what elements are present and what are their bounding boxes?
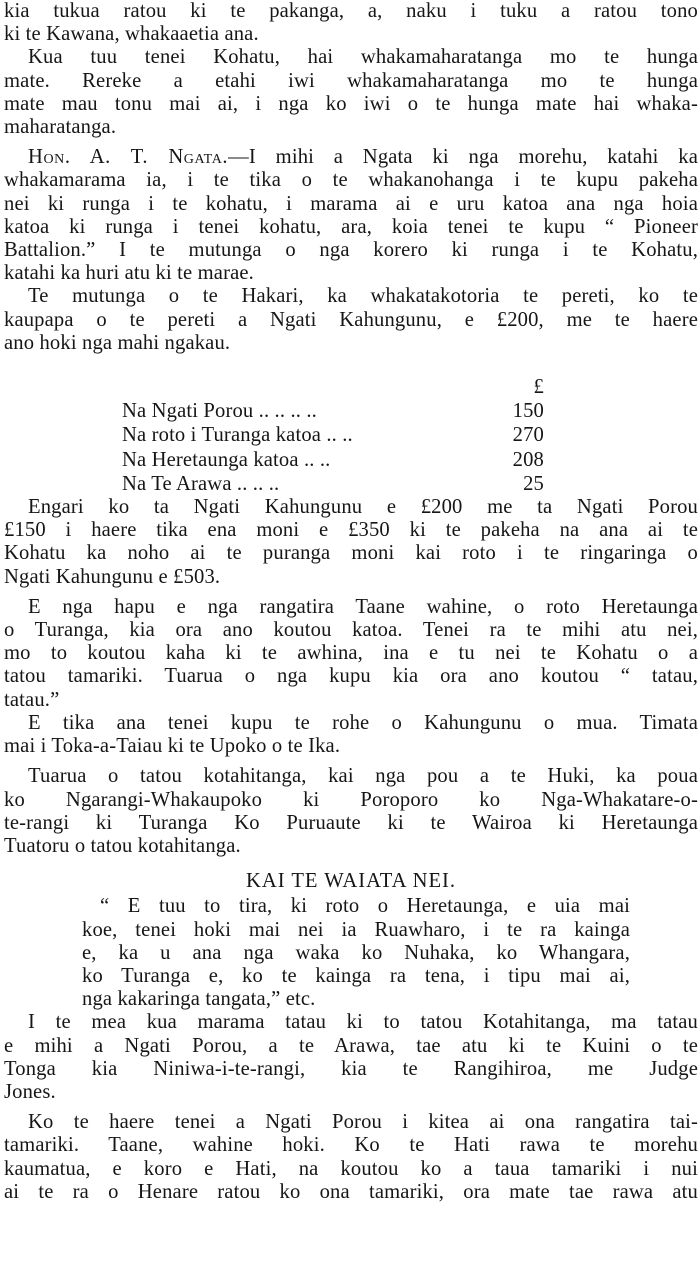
text-line: Tonga kia Niniwa-i-te-rangi, kia te Rangihiroa, me Judge [4,1057,698,1080]
contributor-name: Na Ngati Porou .. .. .. .. [122,400,317,423]
paragraph-tuarua [4,765,698,858]
contributor-name: Na Heretaunga katoa .. .. [122,448,331,471]
currency-symbol: £ [533,376,544,399]
verse-line: ko Turanga e, ko te kainga ra tena, i tipu mai ai, [82,964,630,987]
table-row [122,448,544,472]
speaker-name: Hon. A. T. Ngata. [28,146,229,169]
song-verse [82,895,630,1011]
text-line: ano hoki nga mahi ngakau. [4,331,231,354]
text-line: Te mutunga o te Hakari, ka whakatakotoria te pereti, ko te [28,285,698,308]
text-line: tatau.” [4,688,60,711]
paragraph-continuation [4,0,698,46]
verse-line: nga kakaringa tangata,” etc. [82,988,316,1011]
text-line: whakamarama ia, i te tika o te whakanohanga i te kupu pakeha [4,169,698,192]
text-line: E tika ana tenei kupu te rohe o Kahungunu o mua. Timata [28,711,698,734]
speech-opening: —I mihi a Ngata ki nga morehu, katahi ka [228,146,699,169]
text-line: E nga hapu e nga rangatira Taane wahine, o roto Heretaunga [28,595,698,618]
paragraph-kotahitanga [4,1011,698,1104]
paragraph-kohatu [4,46,698,139]
text-line: nei ki runga i te kohatu, i marama ai e uru katoa ana nga hoia [4,192,698,215]
text-line: Kohatu ka noho ai te puranga moni kai roto i te ringaringa o [4,542,698,565]
text-line: maharatanga. [4,116,117,139]
text-line: kaumatua, e koro e Hati, na koutou ko a taua tamariki i nui [4,1157,698,1180]
text-line: Ko te haere tenei a Ngati Porou i kitea ai ona rangatira tai- [28,1111,698,1134]
text-line: £150 i haere tika ena moni e £350 ki te pakeha na ana ai te [4,519,698,542]
verse-line: koe, tenei hoki mai nei ia Ruawharo, i te ra kainga [82,918,630,941]
table-row [122,423,544,447]
text-line: te-rangi ki Turanga Ko Puruaute ki te Wairoa ki Heretaunga [4,811,698,834]
paragraph-rohe [4,712,698,758]
text-line: katoa ki runga i tenei kohatu, ara, koia tenei te kupu “ Pioneer [4,215,698,238]
table-row [122,399,544,423]
text-line: o Turanga, kia ora ano koutou katoa. Tenei ra te mihi atu nei, [4,619,698,642]
text-line: mai i Toka-a-Taiau ki te Upoko o te Ika. [4,735,341,758]
text-line: Tuarua o tatou kotahitanga, kai nga pou a te Huki, ka poua [28,765,698,788]
paragraph-engari [4,496,698,589]
contribution-amount: 150 [512,400,544,423]
text-line: tamariki. Taane, wahine hoki. Ko te Hati rawa te morehu [4,1134,698,1157]
contributor-name: Na roto i Turanga katoa .. .. [122,424,353,447]
text-line: mo to koutou kaha ki te awhina, ina e tu nei te Kohatu o a [4,642,698,665]
paragraph-hakari [4,285,698,355]
contributor-name: Na Te Arawa .. .. .. [122,472,280,495]
text-line: e mihi a Ngati Porou, a te Arawa, tae atu ki te Kuini o te [4,1034,698,1057]
text-line: ki te Kawana, whakaaetia ana. [4,23,259,46]
text-line: katahi ka huri atu ki te marae. [4,262,254,285]
contribution-amount: 25 [523,472,544,495]
text-line: Battalion.” I te mutunga o nga korero ki runga i te Kohatu, [4,239,698,262]
contribution-amount: 270 [512,424,544,447]
contribution-table [122,375,544,496]
text-line: Tuatoru o tatou kotahitanga. [4,834,241,857]
text-line: kia tukua ratou ki te pakanga, a, naku i tuku a ratou tono [4,0,698,22]
table-header-row [122,375,544,399]
text-line: ko Ngarangi-Whakaupoko ki Poroporo ko Nga-Whakatare-o- [4,788,698,811]
section-heading: KAI TE WAIATA NEI. [245,870,457,893]
paragraph-ngati-porou [4,1111,698,1204]
contribution-amount: 208 [512,448,544,471]
text-line: tatou tamariki. Tuarua o nga kupu kia ora ano koutou “ tatau, [4,665,698,688]
paragraph-ngata-speech [4,146,698,285]
text-line: I te mea kua marama tatau ki to tatou Kotahitanga, ma tatau [28,1011,698,1034]
text-line: mate mau tonu mai ai, i nga ko iwi o te hunga mate hai whaka- [4,92,698,115]
text-line: kaupapa o te pereti a Ngati Kahungunu, e £200, me te haere [4,308,698,331]
text-line: Jones. [4,1080,56,1103]
text-line: ai te ra o Henare ratou ko ona tamariki, ora mate tae rawa atu [4,1180,698,1203]
verse-line: e, ka u ana nga waka ko Nuhaka, ko Whangara, [82,941,630,964]
text-line: Ngati Kahungunu e £503. [4,565,221,588]
text-line [4,146,698,169]
text-line: Kua tuu tenei Kohatu, hai whakamaharatanga mo te hunga [28,46,698,69]
verse-line: “ E tuu to tira, ki roto o Heretaunga, e uia mai [100,895,630,918]
text-line: mate. Rereke a etahi iwi whakamaharatanga mo te hunga [4,69,698,92]
paragraph-hapu [4,596,698,712]
table-row [122,472,544,496]
text-line: Engari ko ta Ngati Kahungunu e £200 me ta Ngati Porou [28,496,698,519]
